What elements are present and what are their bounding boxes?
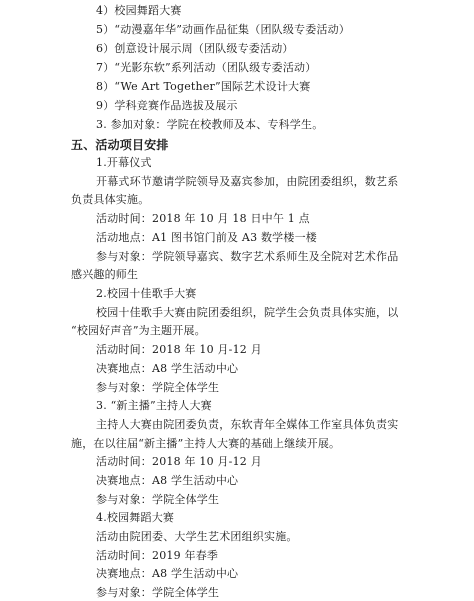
event-place: 决赛地点：A8 学生活动中心 xyxy=(96,474,239,487)
event-time: 活动时间：2019 年春季 xyxy=(96,549,219,562)
event-description-line: 校园十佳歌手大赛由院团委组织，院学生会负责具体实施，以 xyxy=(96,306,399,319)
section-heading: 五、活动项目安排 xyxy=(71,138,169,152)
event-time: 活动时间：2018 年 10 月-12 月 xyxy=(96,343,262,356)
event-place: 决赛地点：A8 学生活动中心 xyxy=(96,567,239,580)
event-description-line: 主持人大赛由院团委负责，东软青年全媒体工作室具体负责实 xyxy=(96,418,399,431)
event-audience-line: 感兴趣的师生 xyxy=(71,268,139,281)
event-description-line: 活动由院团委、大学生艺术团组织实施。 xyxy=(96,530,298,543)
event-title: 1.开幕仪式 xyxy=(96,156,152,169)
event-title: 3. “新主播”主持人大赛 xyxy=(96,399,212,412)
event-description-line: “校园好声音”为主题开展。 xyxy=(71,324,206,337)
list-item-5: 5）“动漫嘉年华”动画作品征集（团队级专委活动） xyxy=(96,23,351,36)
event-time: 活动时间：2018 年 10 月 18 日中午 1 点 xyxy=(96,212,310,225)
list-item-6: 6）创意设计展示周（团队级专委活动） xyxy=(96,42,294,55)
list-item-9: 9）学科竞赛作品选拔及展示 xyxy=(96,99,238,112)
event-audience-line: 参与对象：学院领导嘉宾、数字艺术系师生及全院对艺术作品 xyxy=(96,250,399,263)
event-time: 活动时间：2018 年 10 月-12 月 xyxy=(96,455,262,468)
event-description-line: 施，在以往届“新主播”主持人大赛的基础上继续开展。 xyxy=(71,437,341,450)
event-title: 4.校园舞蹈大赛 xyxy=(96,511,175,524)
event-audience-line: 参与对象：学院全体学生 xyxy=(96,381,220,394)
participants-line: 3. 参加对象：学院在校教师及本、专科学生。 xyxy=(96,118,324,131)
event-place: 决赛地点：A8 学生活动中心 xyxy=(96,362,239,375)
list-item-4: 4）校园舞蹈大赛 xyxy=(96,4,182,17)
event-title: 2.校园十佳歌手大赛 xyxy=(96,287,197,300)
event-place: 活动地点：A1 图书馆门前及 A3 数学楼一楼 xyxy=(96,231,317,244)
event-audience-line: 参与对象：学院全体学生 xyxy=(96,586,220,599)
event-audience-line: 参与对象：学院全体学生 xyxy=(96,493,220,506)
list-item-7: 7）“光影东软”系列活动（团队级专委活动） xyxy=(96,61,317,74)
event-description-line: 负责具体实施。 xyxy=(71,193,150,206)
event-description-line: 开幕式环节邀请学院领导及嘉宾参加，由院团委组织，数艺系 xyxy=(96,175,399,188)
list-item-8: 8）“We Art Together”国际艺术设计大赛 xyxy=(96,80,311,93)
